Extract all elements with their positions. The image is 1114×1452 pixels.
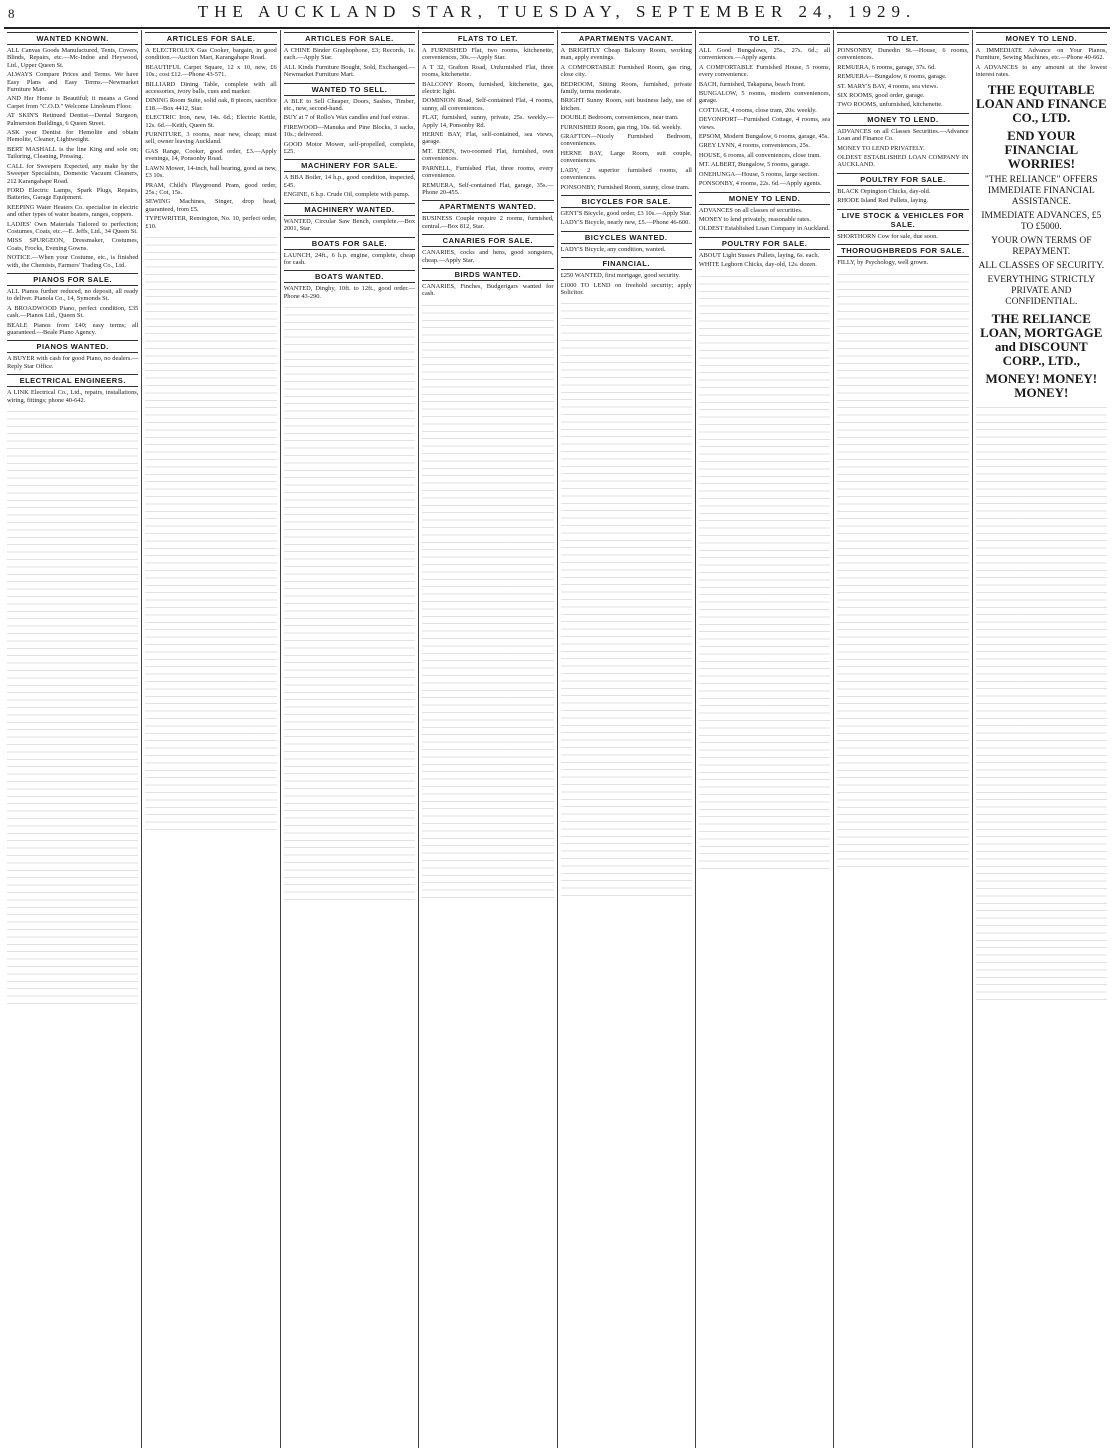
ad-section — [422, 268, 553, 298]
classified-ad: HERNE BAY, Flat, self-contained, sea views, garage. — [422, 131, 554, 146]
section-heading: BICYCLES FOR SALE. — [561, 195, 692, 208]
classified-ad: SHORTHORN Cow for sale, due soon. — [837, 232, 938, 240]
classified-ad: BUY at 7 of Rollo's Wax candles and fuel extras. — [283, 114, 409, 122]
section-heading: PIANOS FOR SALE. — [7, 273, 138, 286]
classified-ad: A IMMEDIATE Advance on Your Pianos, Furniture, Sewing Machines, etc.—Phone 40-662. — [975, 47, 1107, 62]
classified-ad: ADVANCES on all Classes Securities.—Advance Loan and Finance Co. — [837, 127, 969, 143]
ad-section — [284, 83, 415, 156]
classified-ad: END YOUR FINANCIAL WORRIES! — [1004, 127, 1079, 171]
classified-ad: MONEY to lend privately, reasonable rates. — [698, 215, 811, 223]
classified-ad: WANTED, Circular Saw Bench, complete.—Box 2001, Star. — [283, 217, 416, 233]
section-heading: APARTMENTS VACANT. — [561, 32, 692, 45]
section-heading: ARTICLES FOR SALE. — [145, 32, 276, 45]
continued-small-print — [837, 271, 968, 871]
section-heading: MONEY TO LEND. — [976, 32, 1107, 45]
classified-ad: PONSONBY, Furnished Room, sunny, close tram. — [560, 183, 690, 191]
section-heading: POULTRY FOR SALE. — [837, 173, 968, 186]
section-heading: MACHINERY WANTED. — [284, 203, 415, 216]
ad-section — [837, 244, 968, 266]
ad-section — [699, 32, 830, 188]
classified-ad: A ELECTROLUX Gas Cooker, bargain, in good condition.—Auction Mart, Karangahape Road. — [145, 47, 277, 62]
column-2 — [141, 30, 279, 1448]
classified-ad: GENT'S Bicycle, good order, £3 10s.—Apply Star. — [560, 209, 692, 217]
classified-ad: ADVANCES on all classes of securities. — [698, 206, 803, 214]
classified-ad: IMMEDIATE ADVANCES, £5 TO £5000. — [981, 210, 1102, 232]
classified-ad: THE EQUITABLE LOAN AND FINANCE CO., LTD. — [975, 81, 1107, 125]
classified-ad: A BLE to Sell Cheaper, Doors, Sashes, Timber, etc., new, second-hand. — [283, 97, 416, 113]
continued-small-print — [284, 304, 415, 904]
section-heading: ARTICLES FOR SALE. — [284, 32, 415, 45]
classified-ad: OLDEST Established Loan Company in Auckland. — [698, 225, 830, 233]
classified-ad: ELECTRIC Iron, new, 14s. 6d.; Electric Kettle, 12s. 6d.—Keith, Queen St. — [145, 114, 277, 129]
section-heading: WANTED TO SELL. — [284, 83, 415, 96]
classified-ad: REMUERA, 6 rooms, garage, 37s. 6d. — [837, 63, 936, 71]
ad-section — [284, 270, 415, 300]
classified-ad: FURNISHED Room, gas ring, 10s. 6d. weekly. — [560, 123, 682, 131]
classified-ad: ALWAYS Compare Prices and Terms. We have Easy Plans and Easy Terms.—Newmarket Furniture Mart. — [7, 71, 139, 94]
classified-ad: MISS SPURGEON, Dressmaker, Costumes, Coats, Frocks, Evening Gowns. — [7, 237, 139, 252]
continued-small-print — [561, 300, 692, 900]
classified-ad: WHITE Leghorn Chicks, day-old, 12s. dozen. — [698, 261, 817, 269]
classified-ad: HOUSE, 6 rooms, all conveniences, close tram. — [698, 151, 821, 159]
classified-ad: LADY, 2 superior furnished rooms, all conveniences. — [560, 166, 692, 182]
classified-ad: A BRIGHTLY Cheap Balcony Room, working man, apply evenings. — [560, 47, 692, 62]
classified-ad: BEALE Pianos from £40; easy terms; all guaranteed.—Beale Piano Agency. — [7, 321, 139, 336]
classified-ad: RHODE Island Red Pullets, laying. — [837, 197, 929, 205]
columns-container — [4, 30, 1110, 1448]
classified-ad: MONEY! MONEY! MONEY! — [985, 370, 1098, 400]
classified-ad: ABOUT Light Sussex Pullets, laying, 6s. each. — [698, 251, 820, 259]
page-number: 8 — [8, 6, 15, 21]
classified-ad: BRIGHT Sunny Room, suit business lady, use of kitchen. — [560, 97, 692, 112]
classified-ad: ASK your Dentist for Hemolite and obtain Hemolite, Cleaner, Lightweight. — [7, 129, 139, 144]
classified-ad: A COMFORTABLE Furnished Room, gas ring, close city. — [560, 63, 692, 79]
column-7 — [833, 30, 971, 1448]
classified-ad: HERNE BAY, Large Room, suit couple, conveniences. — [560, 149, 692, 165]
continued-small-print — [7, 408, 138, 1008]
section-heading: MONEY TO LEND. — [837, 113, 968, 126]
column-1 — [4, 30, 141, 1448]
classified-ad: PONSONBY, 4 rooms, 22s. 6d.—Apply agents. — [698, 180, 822, 188]
classified-ad: ALL Canvas Goods Manufactured, Tents, Covers, Blinds, Repairs, etc.—Mc-Indoe and Heywood, Ltd., Upper Queen St. — [7, 47, 139, 69]
ad-section — [284, 32, 415, 79]
column-3 — [280, 30, 418, 1448]
classified-ad: LADIES' Own Materials Tailored to perfection; Costumes, Coats, etc.—E. Jeffs, Ltd., 34 Queen St. — [7, 220, 139, 235]
classified-ad: REMUERA—Bungalow, 6 rooms, garage. — [837, 73, 947, 81]
classified-ad: A BROADWOOD Piano, perfect condition, £35 cash.—Pianos Ltd., Queen St. — [7, 304, 139, 320]
section-heading: TO LET. — [699, 32, 830, 45]
classified-ad: A ADVANCES to any amount at the lowest interest rates. — [975, 63, 1107, 79]
classified-ad: REMUERA, Self-contained Flat, garage, 35s.—Phone 20-455. — [422, 181, 554, 196]
section-heading: WANTED KNOWN. — [7, 32, 138, 45]
classified-ad: FLAT, furnished, sunny, private, 25s. weekly.—Apply 14, Ponsonby Rd. — [422, 114, 554, 129]
classified-ad: FILLY, by Psychology, well grown. — [837, 259, 929, 267]
section-heading: THOROUGHBREDS FOR SALE. — [837, 244, 968, 257]
continued-small-print — [699, 273, 830, 873]
classified-ad: KEEPING Water Heaters Co. specialise in electric and other types of water heaters, ranges, coppers. — [7, 203, 139, 219]
section-heading: BICYCLES WANTED. — [561, 231, 692, 244]
section-heading: TO LET. — [837, 32, 968, 45]
classified-ad: LADY'S Bicycle, nearly new, £5.—Phone 46-600. — [560, 219, 690, 227]
classified-ad: FORD Electric Lamps, Spark Plugs, Repairs, Batteries, Garage Equipment. — [7, 186, 139, 202]
classified-ad: ENGINE, 6 h.p. Crude Oil, complete with pump. — [283, 191, 410, 199]
section-heading: ELECTRICAL ENGINEERS. — [7, 374, 138, 387]
classified-ad: A COMFORTABLE Furnished House, 5 rooms, every convenience. — [698, 63, 831, 79]
classified-ad: PRAM, Child's Playground Pram, good order, 25s.; Cot, 15s. — [145, 181, 277, 196]
classified-ad: "THE RELIANCE" OFFERS IMMEDIATE FINANCIAL ASSISTANCE. — [984, 174, 1098, 207]
classified-ad: BILLIARD Dining Table, complete with all accessories, ivory balls, cues and marker. — [145, 80, 277, 96]
classified-ad: FIREWOOD—Manuka and Pine Blocks, 3 sacks, 10s.; delivered. — [283, 123, 416, 139]
classified-ad: BUNGALOW, 5 rooms, modern conveniences, garage. — [698, 90, 831, 105]
column-4 — [418, 30, 556, 1448]
classified-ad: £250 WANTED, first mortgage, good security. — [560, 272, 680, 280]
classified-ad: BEAUTIFUL Carpet Square, 12 x 10, new, £6 10s.; cost £12.—Phone 43-571. — [145, 63, 277, 79]
classified-ad: FURNITURE, 3 rooms, near new, cheap; must sell, owner leaving Auckland. — [145, 131, 277, 146]
classified-ad: LAWN Mower, 14-inch, ball bearing, good as new, £3 10s. — [145, 164, 277, 180]
classified-ad: DEVONPORT—Furnished Cottage, 4 rooms, sea views. — [698, 116, 831, 131]
ad-section — [284, 237, 415, 267]
classified-ad: A BUYER with cash for good Piano, no dealers.—Reply Star Office. — [7, 355, 139, 370]
classified-ad: CANARIES, cocks and hens, good songsters, cheap.—Apply Star. — [422, 249, 554, 264]
classified-ad: MT. ALBERT, Bungalow, 5 rooms, garage. — [698, 161, 810, 169]
classified-ad: MT. EDEN, two-roomed Flat, furnished, own conveniences. — [422, 147, 554, 163]
classified-ad: £1000 TO LEND on freehold security; apply Solicitor. — [560, 281, 692, 296]
ad-section — [699, 237, 830, 269]
classified-ad: TYPEWRITER, Remington, No. 10, perfect order, £10. — [145, 215, 277, 230]
ad-section — [561, 257, 692, 296]
classified-ad: BERT MASHALL is the line King and sole on; Tailoring, Cleaning, Pressing. — [7, 145, 139, 161]
classified-ad: AND Her Home is Beautiful; it means a Good Carpet from "C.O.D." Welcome Linoleum Floor. — [7, 95, 139, 110]
classified-ad: COTTAGE, 4 rooms, close tram, 20s. weekly. — [698, 106, 817, 114]
classified-ad: A CHINE Binder Graphophone, £3; Records, 1s. each.—Apply Star. — [283, 47, 416, 62]
section-heading: BOATS FOR SALE. — [284, 237, 415, 250]
classified-ad: NOTICE.—When your Costume, etc., is finished with, the Chemists, Farmers' Trading Co., Ltd. — [7, 254, 139, 269]
classified-ad: GAS Range, Cooker, good order, £3.—Apply evenings, 14, Ponsonby Road. — [145, 147, 277, 163]
section-heading: POULTRY FOR SALE. — [699, 237, 830, 250]
classified-ad: AT SKIN'S Retinued Dentist—Dental Surgeon, Palmerston Buildings, 6 Queen Street. — [7, 112, 139, 127]
classified-ad: BUSINESS Couple require 2 rooms, furnished, central.—Box 812, Star. — [422, 215, 554, 230]
ad-section — [561, 32, 692, 191]
classified-ad: ALL Pianos further reduced, no deposit, all ready to deliver. Pianola Co., 14, Symonds St. — [7, 287, 139, 303]
ad-section — [422, 200, 553, 230]
classified-ad: MONEY TO LEND PRIVATELY. — [837, 144, 925, 152]
classified-ad: BLACK Orpington Chicks, day-old. — [837, 187, 931, 195]
classified-ad: BACH, furnished, Takapuna, beach front. — [698, 80, 806, 88]
classified-ad: SEWING Machines, Singer, drop head, guaranteed, from £5. — [145, 198, 277, 213]
classified-ad: A FURNISHED Flat, two rooms, kitchenette, conveniences, 30s.—Apply Star. — [422, 47, 554, 62]
classified-ad: PARNELL, Furnished Flat, three rooms, every convenience. — [422, 164, 554, 180]
classified-ad: TWO ROOMS, unfurnished, kitchenette. — [837, 101, 943, 109]
classified-ad: YOUR OWN TERMS OF REPAYMENT. — [991, 235, 1092, 257]
classified-ad: ST. MARY'S BAY, 4 rooms, sea views. — [837, 82, 939, 90]
classified-ad: DOUBLE Bedroom, conveniences, near tram. — [560, 114, 679, 122]
classified-ad: WANTED, Dinghy, 10ft. to 12ft., good order.—Phone 43-290. — [283, 285, 416, 300]
section-heading: LIVE STOCK & VEHICLES FOR SALE. — [837, 209, 968, 231]
column-5 — [557, 30, 695, 1448]
ad-section — [561, 195, 692, 227]
classified-ad: EVERYTHING STRICTLY PRIVATE AND CONFIDENTIAL. — [987, 274, 1096, 307]
continued-small-print — [976, 404, 1107, 1004]
ad-section — [7, 374, 138, 404]
ad-section — [976, 129, 1107, 400]
ad-section — [976, 32, 1107, 79]
ad-section — [7, 32, 138, 269]
header-rule — [4, 27, 1110, 29]
classified-ad: OLDEST ESTABLISHED LOAN COMPANY IN AUCKLAND. — [837, 154, 969, 169]
section-heading: FINANCIAL. — [561, 257, 692, 270]
section-heading: APARTMENTS WANTED. — [422, 200, 553, 213]
section-heading: PIANOS WANTED. — [7, 340, 138, 353]
classified-ad: PONSONBY, Dunedin St.—House, 6 rooms, conveniences. — [837, 47, 969, 62]
section-heading: BOATS WANTED. — [284, 270, 415, 283]
classified-ad: A T 32, Grafton Road, Unfurnished Flat, three rooms, kitchenette. — [422, 63, 554, 79]
classified-ad: DINING Room Suite, solid oak, 8 pieces, sacrifice £18.—Box 4412, Star. — [145, 97, 277, 112]
classified-ad: ONEHUNGA—House, 5 rooms, large section. — [698, 170, 819, 178]
newspaper-title: THE AUCKLAND STAR, TUESDAY, SEPTEMBER 24, 1929. — [197, 2, 917, 21]
ad-section — [561, 231, 692, 253]
classified-ad: A LINK Electrical Co., Ltd., repairs, installations, wiring, fittings; phone 40-642. — [7, 389, 139, 404]
ad-section — [7, 273, 138, 336]
classified-ad: THE RELIANCE LOAN, MORTGAGE and DISCOUNT CORP., LTD., — [980, 310, 1103, 368]
classified-ad: DOMINION Road, Self-contained Flat, 4 rooms, sunny, all conveniences. — [422, 97, 554, 112]
classified-ad: A BBA Boiler, 14 h.p., good condition, inspected, £45. — [283, 174, 416, 189]
section-heading: FLATS TO LET. — [422, 32, 553, 45]
classified-ad: GOOD Motor Mower, self-propelled, complete, £25. — [283, 140, 416, 156]
section-heading: BIRDS WANTED. — [422, 268, 553, 281]
section-heading: MONEY TO LEND. — [699, 192, 830, 205]
classified-ad: ALL Kinds Furniture Bought, Sold, Exchanged.—Newmarket Furniture Mart. — [283, 63, 416, 79]
ad-section — [7, 340, 138, 370]
ad-section — [837, 173, 968, 205]
classified-ad: ALL Good Bungalows, 25s., 27s. 6d.; all conveniences.—Apply agents. — [698, 47, 831, 62]
ad-section — [422, 234, 553, 264]
classified-ad: SIX ROOMS, good order, garage. — [837, 92, 925, 100]
column-8 — [972, 30, 1110, 1448]
continued-small-print — [145, 234, 276, 834]
ad-section — [837, 32, 968, 109]
classified-ad: CALL for Sweepers Expected, any make by the Sweeper Specialists, Domestic Vacuum Cleaners, 212 Karangahape Road. — [7, 162, 139, 185]
ad-section — [284, 159, 415, 198]
classified-ad: GRAFTON—Nicely Furnished Bedroom, conveniences. — [560, 133, 692, 148]
classified-ad: BEDROOM, Sitting Room, furnished, private family, terms moderate. — [560, 80, 692, 96]
ad-section — [422, 32, 553, 196]
ad-section — [699, 192, 830, 233]
ad-section — [976, 83, 1107, 125]
continued-small-print — [422, 302, 553, 902]
classified-ad: CANARIES, Finches, Budgerigars wanted for cash. — [422, 282, 554, 298]
classified-ad: ALL CLASSES OF SECURITY. — [978, 260, 1105, 271]
classified-ad: GREY LYNN, 4 rooms, conveniences, 25s. — [698, 142, 810, 150]
ad-section — [284, 203, 415, 233]
ad-section — [837, 113, 968, 169]
section-heading: CANARIES FOR SALE. — [422, 234, 553, 247]
classified-ad: EPSOM, Modern Bungalow, 6 rooms, garage, 45s. — [698, 133, 829, 141]
classified-ad: BALCONY Room, furnished, kitchenette, gas, electric light. — [422, 80, 554, 96]
column-6 — [695, 30, 833, 1448]
masthead — [0, 0, 1114, 28]
classified-ad: LADY'S Bicycle, any condition, wanted. — [560, 245, 666, 253]
ad-section — [145, 32, 276, 230]
section-heading: MACHINERY FOR SALE. — [284, 159, 415, 172]
ad-section — [837, 209, 968, 240]
classified-ad: LAUNCH, 24ft., 6 h.p. engine, complete, cheap for cash. — [283, 251, 416, 266]
